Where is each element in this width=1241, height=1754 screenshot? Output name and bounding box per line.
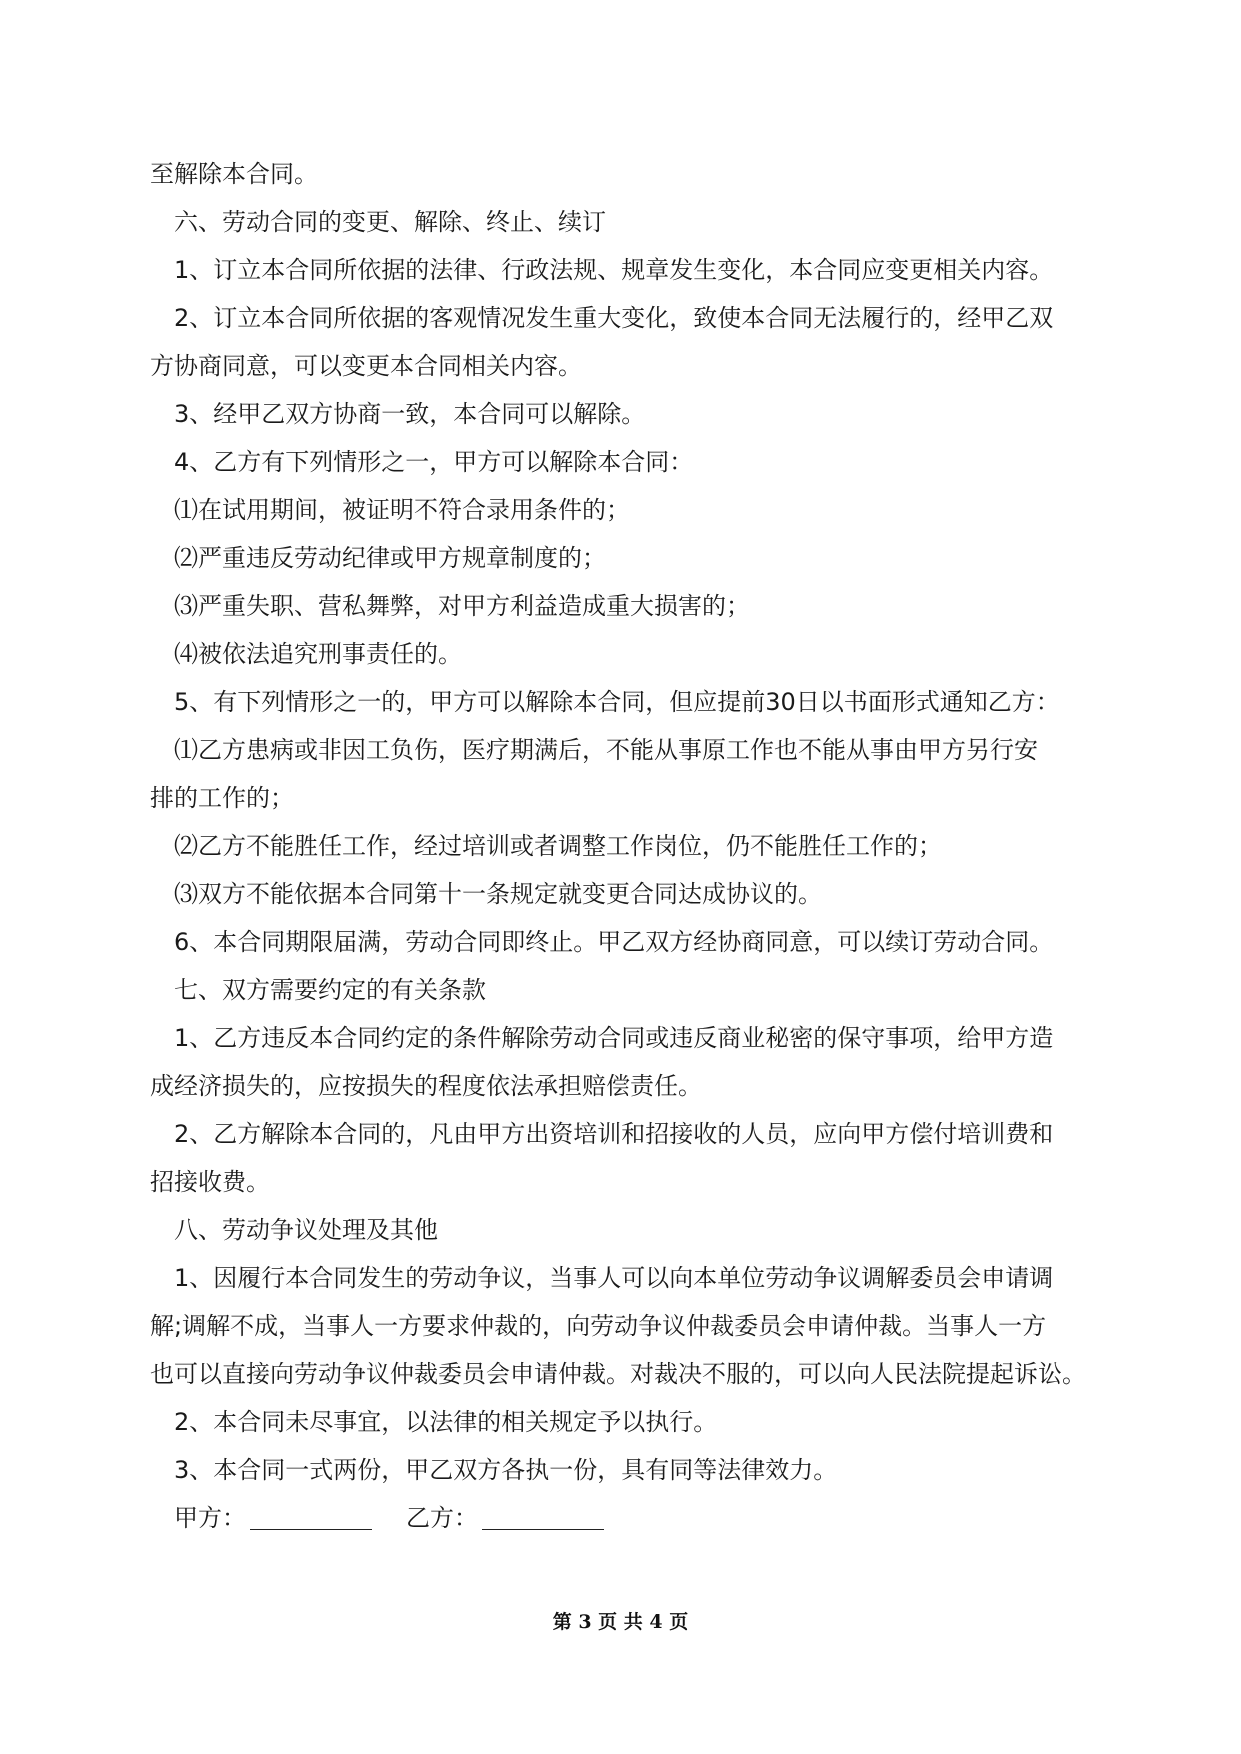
text-line: ⑵严重违反劳动纪律或甲方规章制度的； xyxy=(174,544,606,572)
text-line: 至解除本合同。 xyxy=(150,160,318,188)
page-footer: 第 3 页 共 4 页 xyxy=(552,1611,689,1633)
text-line: 3、本合同一式两份，甲乙双方各执一份，具有同等法律效力。 xyxy=(174,1456,838,1484)
text-line: 方协商同意，可以变更本合同相关内容。 xyxy=(150,352,582,380)
text-line: ⑵乙方不能胜任工作，经过培训或者调整工作岗位，仍不能胜任工作的； xyxy=(174,832,942,860)
party-a-signature-line xyxy=(250,1528,372,1530)
text-line: 6、本合同期限届满，劳动合同即终止。甲乙双方经协商同意，可以续订劳动合同。 xyxy=(174,928,1054,956)
text-line: ⑷被依法追究刑事责任的。 xyxy=(174,640,462,668)
text-line: ⑶严重失职、营私舞弊，对甲方利益造成重大损害的； xyxy=(174,592,750,620)
text-line: 1、乙方违反本合同约定的条件解除劳动合同或违反商业秘密的保守事项，给甲方造 xyxy=(174,1024,1054,1052)
text-line: ⑶双方不能依据本合同第十一条规定就变更合同达成协议的。 xyxy=(174,880,822,908)
text-line: 3、经甲乙双方协商一致，本合同可以解除。 xyxy=(174,400,646,428)
text-line: 1、订立本合同所依据的法律、行政法规、规章发生变化，本合同应变更相关内容。 xyxy=(174,256,1054,284)
text-line: 成经济损失的，应按损失的程度依法承担赔偿责任。 xyxy=(150,1072,702,1100)
text-line: 六、劳动合同的变更、解除、终止、续订 xyxy=(174,208,606,236)
party-a-label: 甲方： xyxy=(174,1504,246,1532)
text-line: 八、劳动争议处理及其他 xyxy=(174,1216,438,1244)
text-line: 解;调解不成，当事人一方要求仲裁的，向劳动争议仲裁委员会申请仲裁。当事人一方 xyxy=(150,1312,1047,1340)
party-b-label: 乙方： xyxy=(406,1504,478,1532)
text-line: 2、本合同未尽事宜，以法律的相关规定予以执行。 xyxy=(174,1408,718,1436)
text-line: 也可以直接向劳动争议仲裁委员会申请仲裁。对裁决不服的，可以向人民法院提起诉讼。 xyxy=(150,1360,1086,1388)
text-line: 5、有下列情形之一的，甲方可以解除本合同，但应提前30日以书面形式通知乙方： xyxy=(174,688,1060,716)
text-line: 招接收费。 xyxy=(150,1168,270,1196)
text-line: 4、乙方有下列情形之一，甲方可以解除本合同： xyxy=(174,448,694,476)
text-line: ⑴在试用期间，被证明不符合录用条件的； xyxy=(174,496,630,524)
document-body xyxy=(150,150,1095,1542)
text-line: ⑴乙方患病或非因工负伤，医疗期满后，不能从事原工作也不能从事由甲方另行安 xyxy=(174,736,1038,764)
text-line: 2、乙方解除本合同的，凡由甲方出资培训和招接收的人员，应向甲方偿付培训费和 xyxy=(174,1120,1054,1148)
text-line: 七、双方需要约定的有关条款 xyxy=(174,976,486,1004)
text-line: 排的工作的； xyxy=(150,784,294,812)
text-line: 2、订立本合同所依据的客观情况发生重大变化，致使本合同无法履行的，经甲乙双 xyxy=(174,304,1054,332)
paragraph-lines xyxy=(150,150,1095,1494)
party-b-signature-line xyxy=(482,1528,604,1530)
signature-row xyxy=(150,1494,1095,1542)
text-line: 1、因履行本合同发生的劳动争议，当事人可以向本单位劳动争议调解委员会申请调 xyxy=(174,1264,1054,1292)
